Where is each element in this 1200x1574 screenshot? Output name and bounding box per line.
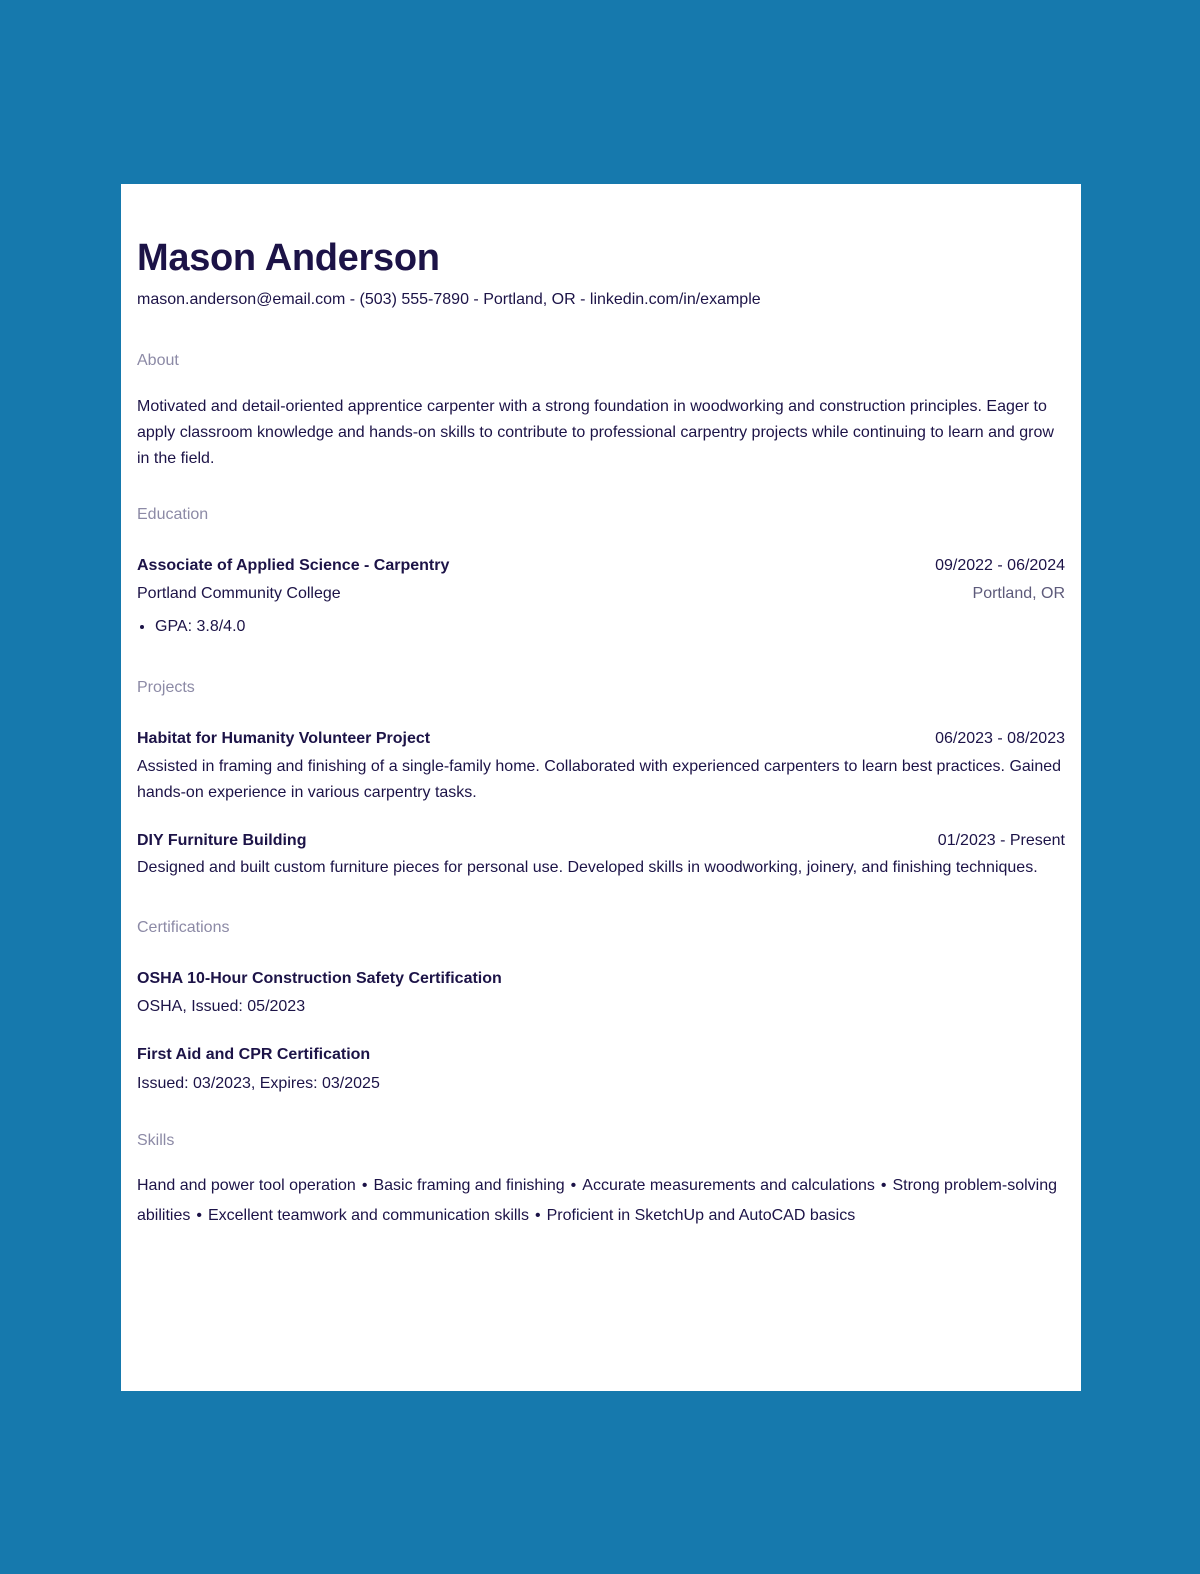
section-title-projects: Projects (137, 679, 195, 696)
section-title-about: About (137, 352, 179, 369)
skill-item: Proficient in SketchUp and AutoCAD basics (546, 1207, 856, 1224)
certifications-section (137, 918, 1065, 1094)
certification-detail: OSHA, Issued: 05/2023 (137, 998, 306, 1015)
project-description: Assisted in framing and finishing of a single-family home. Collaborated with experienced carpenters to learn best practices. Gained hands-on experience in various carpentry tasks. (137, 758, 1062, 801)
project-name: DIY Furniture Building (137, 832, 307, 849)
project-name: Habitat for Humanity Volunteer Project (137, 730, 431, 747)
project-entry (137, 831, 1065, 881)
skill-item: Accurate measurements and calculations (582, 1177, 875, 1194)
degree-title: Associate of Applied Science - Carpentry (137, 557, 450, 574)
school-location: Portland, OR (972, 585, 1065, 602)
skill-separator: • (534, 1207, 541, 1224)
education-section (137, 505, 1065, 637)
section-title-education: Education (137, 506, 209, 523)
certification-detail: Issued: 03/2023, Expires: 03/2025 (137, 1075, 380, 1092)
skill-separator: • (196, 1207, 202, 1224)
resume-page (121, 184, 1081, 1391)
project-dates: 06/2023 - 08/2023 (935, 730, 1065, 747)
project-entry (137, 729, 1065, 806)
education-bullet: • GPA: 3.8/4.0 (155, 617, 1065, 637)
certification-name: First Aid and CPR Certification (137, 1046, 371, 1063)
education-entry (137, 556, 1065, 637)
certification-entry (137, 1045, 1065, 1094)
about-text: Motivated and detail-oriented apprentice carpenter with a strong foundation in woodworking and construction principles. Eager to apply classroom knowledge and hands-on skills to contribute to professional carpentry projects while continuing to learn and grow in the field. (137, 398, 1054, 467)
skill-item: Excellent teamwork and communication skills (207, 1207, 529, 1224)
projects-section (137, 678, 1065, 881)
candidate-name: Mason Anderson (137, 237, 440, 279)
education-bullets (137, 617, 1065, 637)
contact-line: mason.anderson@email.com - (503) 555-7890 - Portland, OR - linkedin.com/in/example (137, 291, 761, 308)
skill-item: Hand and power tool operation (137, 1177, 356, 1194)
skill-separator: • (361, 1177, 368, 1194)
skill-item: Strong problem-solving abilities (137, 1177, 1057, 1224)
section-title-skills: Skills (137, 1132, 175, 1149)
skill-item: Basic framing and finishing (373, 1177, 565, 1194)
project-dates: 01/2023 - Present (937, 832, 1065, 849)
about-section (137, 351, 1065, 472)
certification-entry (137, 969, 1065, 1017)
certification-name: OSHA 10-Hour Construction Safety Certification (137, 970, 502, 987)
section-title-certifications: Certifications (137, 919, 230, 936)
skills-section (137, 1131, 1065, 1231)
skill-separator: • (570, 1177, 577, 1194)
skills-list (137, 1171, 1065, 1231)
project-description: Designed and built custom furniture pieces for personal use. Developed skills in woodworking, joinery, and finishing techniques. (137, 859, 1038, 876)
school-name: Portland Community College (137, 585, 341, 602)
skill-separator: • (880, 1177, 887, 1194)
education-dates: 09/2022 - 06/2024 (935, 557, 1065, 574)
